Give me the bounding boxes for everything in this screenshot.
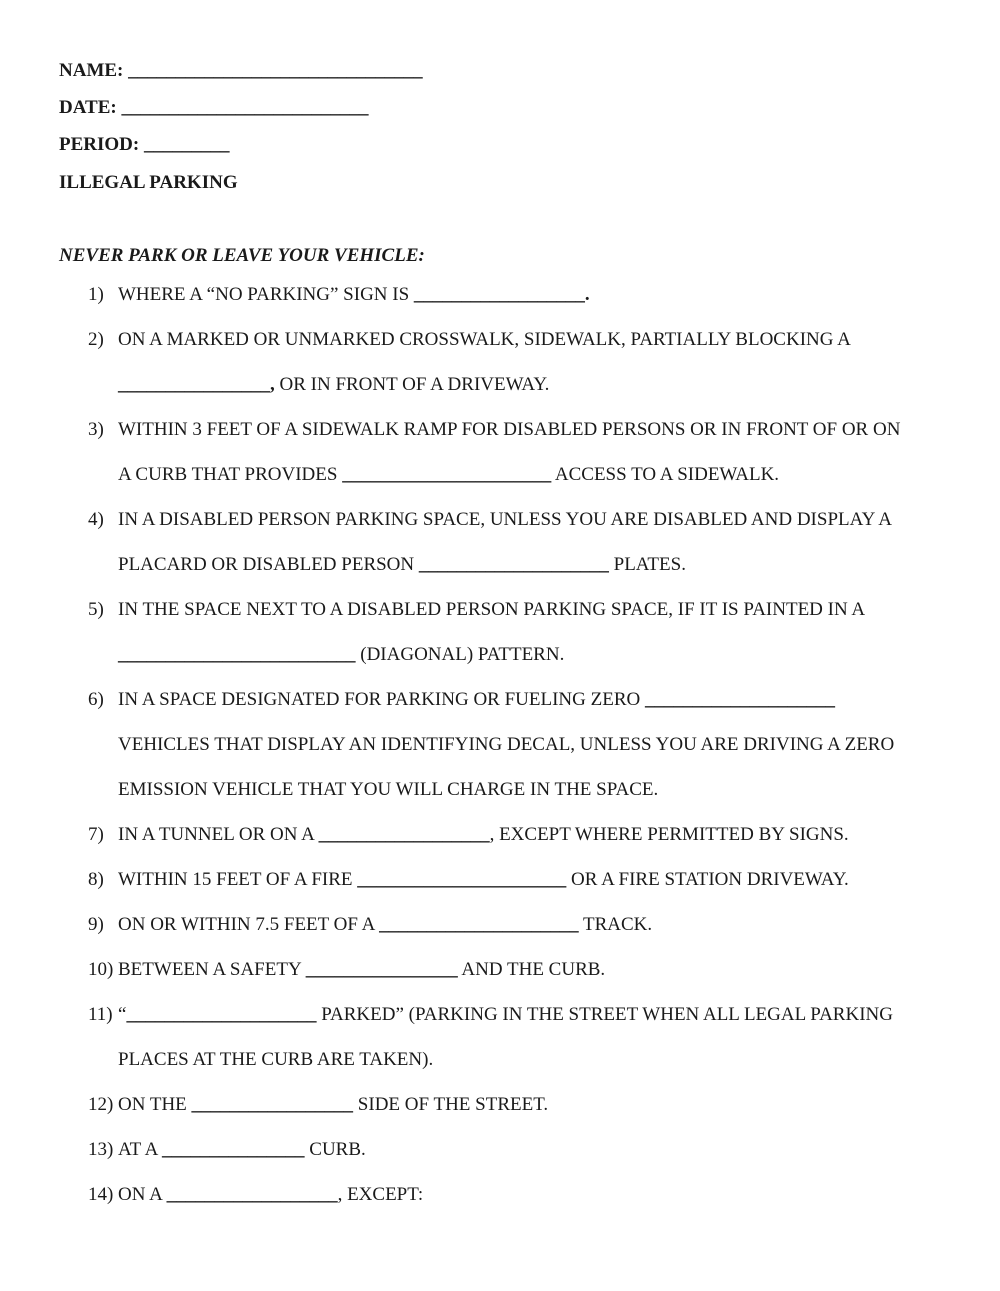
item-number: 10) — [88, 959, 114, 980]
item-number: 7) — [88, 824, 104, 845]
item-text-line — [118, 509, 892, 531]
item-text: PLATES. — [608, 554, 686, 575]
item-text: IN A SPACE DESIGNATED FOR PARKING OR FUELING ZERO — [118, 689, 645, 710]
item-text: , EXCEPT WHERE PERMITTED BY SIGNS. — [489, 824, 849, 845]
item-text: VEHICLES THAT DISPLAY AN IDENTIFYING DECAL, UNLESS YOU ARE DRIVING A ZERO — [118, 734, 895, 755]
item-text-line — [118, 374, 549, 396]
answer-blank[interactable]: ________________, — [118, 374, 275, 395]
name-field: NAME: _______________________________ — [59, 60, 423, 81]
item-text: BETWEEN A SAFETY — [118, 959, 306, 980]
item-text-line — [118, 734, 894, 756]
answer-blank[interactable]: __________________. — [413, 284, 590, 305]
item-text-line — [118, 779, 658, 801]
item-text: SIDE OF THE STREET. — [353, 1094, 549, 1115]
item-text-line — [118, 329, 851, 351]
item-text: A CURB THAT PROVIDES — [118, 464, 343, 485]
item-text: “ — [118, 1004, 127, 1025]
item-text: PARKED” (PARKING IN THE STREET WHEN ALL LEGAL PARKING — [316, 1004, 893, 1025]
item-text-line — [118, 689, 835, 711]
item-text: EMISSION VEHICLE THAT YOU WILL CHARGE IN THE SPACE. — [118, 779, 659, 800]
item-text: PLACES AT THE CURB ARE TAKEN). — [118, 1049, 434, 1070]
item-text: ON THE — [118, 1094, 192, 1115]
item-text-line — [118, 824, 849, 846]
answer-blank[interactable]: __________________ — [166, 1184, 338, 1205]
item-text: ON A MARKED OR UNMARKED CROSSWALK, SIDEWALK, PARTIALLY BLOCKING A — [118, 329, 851, 350]
item-number: 13) — [88, 1139, 114, 1160]
answer-blank[interactable]: _________________________ — [118, 644, 356, 665]
item-text: IN A TUNNEL OR ON A — [118, 824, 319, 845]
item-text: ACCESS TO A SIDEWALK. — [551, 464, 780, 485]
item-text: CURB. — [304, 1139, 366, 1160]
item-text: WITHIN 3 FEET OF A SIDEWALK RAMP FOR DISABLED PERSONS OR IN FRONT OF OR ON — [118, 419, 901, 440]
item-text-line — [118, 419, 900, 441]
answer-blank[interactable]: ____________________ — [126, 1004, 317, 1025]
item-text: AND THE CURB. — [457, 959, 606, 980]
item-text: IN THE SPACE NEXT TO A DISABLED PERSON PARKING SPACE, IF IT IS PAINTED IN A — [118, 599, 866, 620]
item-number: 8) — [88, 869, 104, 890]
answer-blank[interactable]: ______________________ — [342, 464, 552, 485]
section-heading: NEVER PARK OR LEAVE YOUR VEHICLE: — [59, 245, 425, 266]
item-text: , EXCEPT: — [337, 1184, 424, 1205]
item-text: ON OR WITHIN 7.5 FEET OF A — [118, 914, 380, 935]
item-text-line — [118, 914, 652, 936]
item-text-line — [118, 869, 849, 891]
item-text-line — [118, 284, 590, 306]
item-text-line — [118, 1184, 423, 1206]
item-text-line — [118, 644, 564, 666]
item-number: 6) — [88, 689, 104, 710]
item-number: 4) — [88, 509, 104, 530]
answer-blank[interactable]: ____________________ — [418, 554, 609, 575]
answer-blank[interactable]: __________________ — [318, 824, 490, 845]
item-text-line — [118, 1094, 548, 1116]
item-text: OR A FIRE STATION DRIVEWAY. — [566, 869, 849, 890]
date-field: DATE: __________________________ — [59, 97, 369, 118]
answer-blank[interactable]: _________________ — [191, 1094, 354, 1115]
answer-blank[interactable]: ________________ — [305, 959, 458, 980]
item-text: IN A DISABLED PERSON PARKING SPACE, UNLESS YOU ARE DISABLED AND DISPLAY A — [118, 509, 893, 530]
item-number: 11) — [88, 1004, 113, 1025]
item-number: 3) — [88, 419, 104, 440]
item-number: 5) — [88, 599, 104, 620]
item-text-line — [118, 464, 779, 486]
period-field: PERIOD: _________ — [59, 134, 230, 155]
item-text-line — [118, 1049, 433, 1071]
answer-blank[interactable]: _____________________ — [379, 914, 579, 935]
item-text-line — [118, 1004, 893, 1026]
item-text-line — [118, 554, 686, 576]
item-text-line — [118, 1139, 366, 1161]
item-number: 14) — [88, 1184, 114, 1205]
item-text: WHERE A “NO PARKING” SIGN IS — [118, 284, 414, 305]
item-text: OR IN FRONT OF A DRIVEWAY. — [274, 374, 550, 395]
item-text-line — [118, 599, 865, 621]
answer-blank[interactable]: ______________________ — [357, 869, 567, 890]
item-number: 12) — [88, 1094, 114, 1115]
item-text: (DIAGONAL) PATTERN. — [355, 644, 565, 665]
answer-blank[interactable]: ____________________ — [644, 689, 835, 710]
item-text: PLACARD OR DISABLED PERSON — [118, 554, 419, 575]
item-number: 2) — [88, 329, 104, 350]
item-text: WITHIN 15 FEET OF A FIRE — [118, 869, 358, 890]
item-text: TRACK. — [578, 914, 653, 935]
item-text: ON A — [118, 1184, 167, 1205]
item-text-line — [118, 959, 605, 981]
item-text: AT A — [118, 1139, 163, 1160]
item-number: 1) — [88, 284, 104, 305]
item-number: 9) — [88, 914, 104, 935]
worksheet-title: ILLEGAL PARKING — [59, 172, 238, 193]
answer-blank[interactable]: _______________ — [162, 1139, 305, 1160]
